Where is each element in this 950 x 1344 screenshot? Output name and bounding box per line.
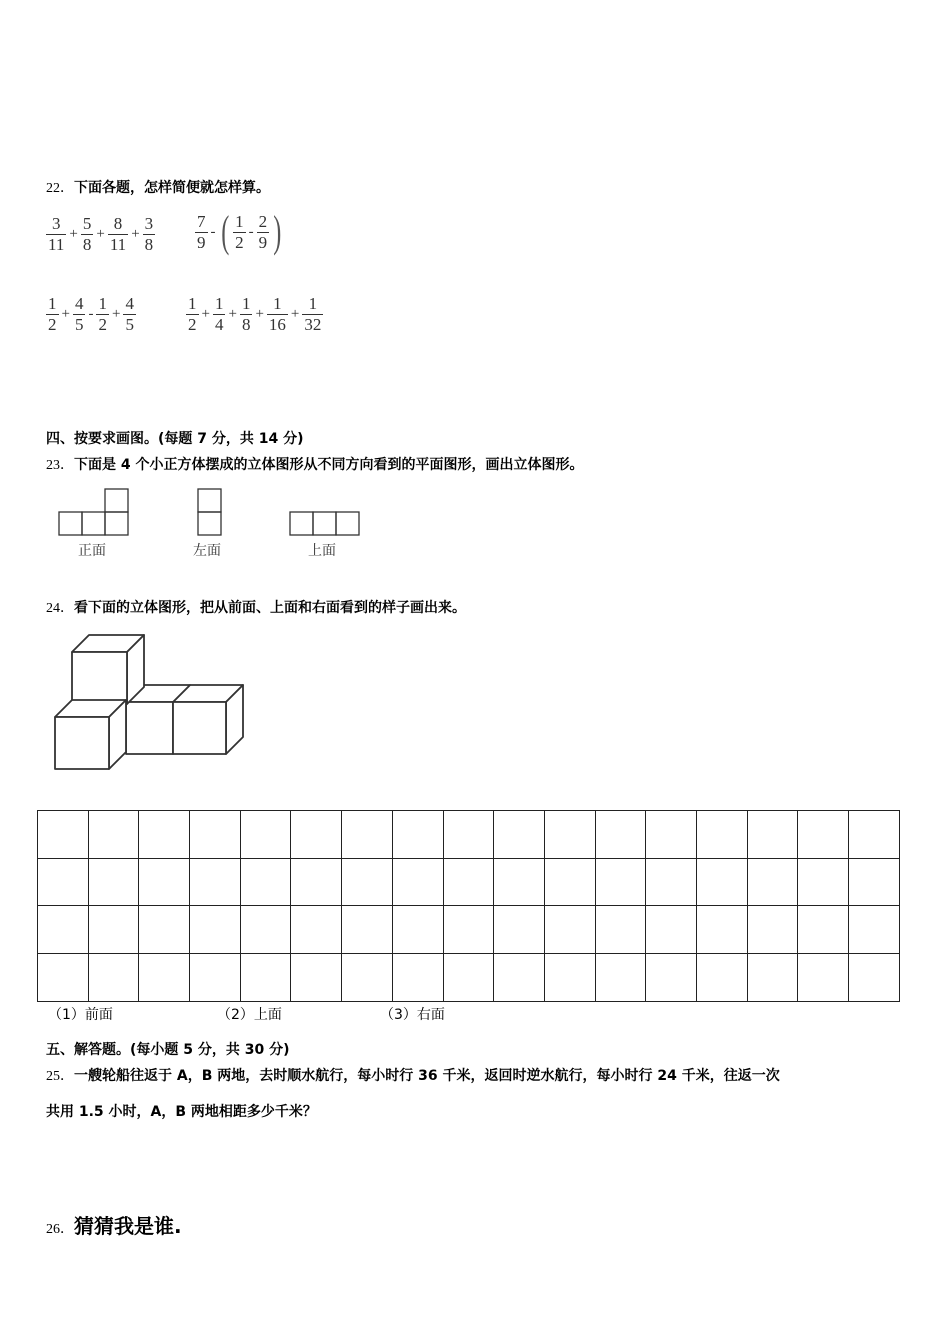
fraction: $\frac{1}{2}$ <box>235 211 244 252</box>
grid-row <box>38 954 900 1002</box>
grid-cell <box>494 811 545 859</box>
q22-expression-1: $\frac{3}{11}$ + $\frac{5}{8}$ + $\frac{8}{11}$ + $\frac{3}{8}$ <box>48 214 154 254</box>
top-view-cell <box>336 512 359 535</box>
grid-cell <box>747 954 798 1002</box>
left-view-cell <box>198 489 221 512</box>
grid-cell <box>646 811 697 859</box>
grid-cell <box>392 906 443 954</box>
fraction: $\frac{2}{9}$ <box>258 211 268 252</box>
grid-cell <box>849 906 900 954</box>
grid-cell <box>646 858 697 906</box>
fraction: $\frac{1}{2}$ <box>98 294 107 334</box>
grid-row <box>38 906 900 954</box>
grid-row <box>38 811 900 859</box>
q23-number: 23． <box>46 458 74 473</box>
grid-label-top: （2）上面 <box>217 1007 282 1023</box>
grid-cell <box>443 954 494 1002</box>
grid-cell <box>291 811 342 859</box>
grid-cell <box>747 906 798 954</box>
grid-cell <box>240 954 291 1002</box>
q25-line-1 <box>46 1065 780 1085</box>
grid-cell <box>494 954 545 1002</box>
grid-cell <box>595 811 646 859</box>
grid-cell <box>544 906 595 954</box>
fraction: $\frac{3}{8}$ <box>144 214 154 254</box>
q24-number: 24． <box>46 601 74 616</box>
grid-cell <box>443 906 494 954</box>
grid-cell <box>392 858 443 906</box>
view-label-left: 左面 <box>193 543 221 559</box>
fraction: $\frac{1}{16}$ <box>268 294 286 334</box>
grid-cell <box>494 906 545 954</box>
grid-cell <box>646 906 697 954</box>
grid-cell <box>544 858 595 906</box>
grid-label-right: （3）右面 <box>380 1007 445 1023</box>
q23-view-drawings <box>0 480 400 540</box>
view-label-top: 上面 <box>308 543 336 559</box>
grid-cell <box>392 954 443 1002</box>
grid-cell <box>798 858 849 906</box>
fraction: $\frac{1}{2}$ <box>48 294 57 334</box>
section-5-title: 五、解答题。(每小题 5 分，共 30 分) <box>46 1042 290 1058</box>
view-label-front: 正面 <box>78 543 106 559</box>
section-4-title: 四、按要求画图。(每题 7 分，共 14 分) <box>46 431 304 447</box>
grid-cell <box>849 858 900 906</box>
front-view-cell <box>82 512 105 535</box>
grid-cell <box>291 858 342 906</box>
grid-cell <box>646 954 697 1002</box>
grid-cell <box>190 858 241 906</box>
grid-cell <box>240 811 291 859</box>
q22-expression-2: $\frac{7}{9}$ - ( $\frac{1}{2}$ - $\frac{2}{9}$ ) <box>197 207 282 256</box>
q25-text-line-1: 一艘轮船往返于 A，B 两地，去时顺水航行，每小时行 36 千米，返回时逆水航行，每小时行 24 千米，往返一次 <box>74 1068 780 1084</box>
grid-cell <box>849 811 900 859</box>
fraction: $\frac{1}{4}$ <box>214 294 224 334</box>
grid-cell <box>696 954 747 1002</box>
q24-text: 看下面的立体图形，把从前面、上面和右面看到的样子画出来。 <box>74 600 466 616</box>
grid-cell <box>38 858 89 906</box>
q25-number: 25． <box>46 1069 74 1084</box>
grid-cell <box>849 954 900 1002</box>
grid-cell <box>139 906 190 954</box>
answer-grid <box>37 810 900 1002</box>
grid-cell <box>494 858 545 906</box>
grid-cell <box>798 811 849 859</box>
q23-heading <box>46 454 584 474</box>
grid-cell <box>190 811 241 859</box>
q26-heading <box>46 1210 182 1239</box>
fraction: $\frac{3}{11}$ <box>48 214 65 254</box>
grid-cell <box>696 858 747 906</box>
q25-text-line-2: 共用 1.5 小时，A，B 两地相距多少千米？ <box>46 1104 317 1120</box>
grid-row <box>38 858 900 906</box>
grid-cell <box>240 858 291 906</box>
grid-cell <box>88 954 139 1002</box>
grid-cell <box>392 811 443 859</box>
q22-expression-3: $\frac{1}{2}$ + $\frac{4}{5}$ - $\frac{1}{2}$ + $\frac{4}{5}$ <box>48 294 134 334</box>
fraction: $\frac{5}{8}$ <box>82 214 92 254</box>
grid-cell <box>595 906 646 954</box>
front-view-cell <box>59 512 82 535</box>
grid-cell <box>139 858 190 906</box>
q22-heading <box>46 177 270 197</box>
grid-cell <box>747 811 798 859</box>
fraction: $\frac{1}{8}$ <box>241 294 251 334</box>
grid-label-front: （1）前面 <box>48 1007 113 1023</box>
grid-cell <box>342 954 393 1002</box>
top-view-cell <box>313 512 336 535</box>
grid-cell <box>38 906 89 954</box>
grid-cell <box>139 954 190 1002</box>
q22-expression-4: $\frac{1}{2}$ + $\frac{1}{4}$ + $\frac{1}{8}$ + $\frac{1}{16}$ + $\frac{1}{32}$ <box>188 294 322 334</box>
fraction: $\frac{8}{11}$ <box>109 214 127 254</box>
q22-text: 下面各题，怎样简便就怎样算。 <box>74 180 270 196</box>
top-view-cell <box>290 512 313 535</box>
grid-cell <box>88 906 139 954</box>
grid-cell <box>696 906 747 954</box>
grid-cell <box>38 811 89 859</box>
grid-cell <box>88 811 139 859</box>
q24-cube-figure <box>40 625 260 780</box>
front-view-cell <box>105 512 128 535</box>
grid-cell <box>139 811 190 859</box>
grid-cell <box>544 811 595 859</box>
left-paren: ( <box>220 207 229 256</box>
fraction: $\frac{1}{32}$ <box>304 294 322 334</box>
left-view-cell <box>198 512 221 535</box>
right-paren: ) <box>273 207 282 256</box>
grid-cell <box>291 954 342 1002</box>
q23-text: 下面是 4 个小正方体摆成的立体图形从不同方向看到的平面图形，画出立体图形。 <box>74 457 584 473</box>
grid-cell <box>190 954 241 1002</box>
grid-cell <box>595 954 646 1002</box>
grid-cell <box>798 954 849 1002</box>
grid-cell <box>798 906 849 954</box>
grid-cell <box>595 858 646 906</box>
fraction: $\frac{4}{5}$ <box>74 294 84 334</box>
q26-number: 26． <box>46 1222 74 1237</box>
grid-cell <box>443 858 494 906</box>
grid-cell <box>443 811 494 859</box>
grid-cell <box>342 906 393 954</box>
grid-cell <box>190 906 241 954</box>
grid-cell <box>240 906 291 954</box>
grid-cell <box>696 811 747 859</box>
q26-text: 猜猜我是谁. <box>74 1214 182 1238</box>
fraction: $\frac{1}{2}$ <box>188 294 197 334</box>
fraction: $\frac{7}{9}$ <box>197 211 206 252</box>
grid-cell <box>342 811 393 859</box>
grid-cell <box>38 954 89 1002</box>
q24-heading <box>46 597 466 617</box>
front-view-cell <box>105 489 128 512</box>
fraction: $\frac{4}{5}$ <box>125 294 134 334</box>
grid-cell <box>291 906 342 954</box>
grid-cell <box>342 858 393 906</box>
grid-cell <box>544 954 595 1002</box>
grid-cell <box>88 858 139 906</box>
grid-cell <box>747 858 798 906</box>
q22-number: 22． <box>46 181 74 196</box>
